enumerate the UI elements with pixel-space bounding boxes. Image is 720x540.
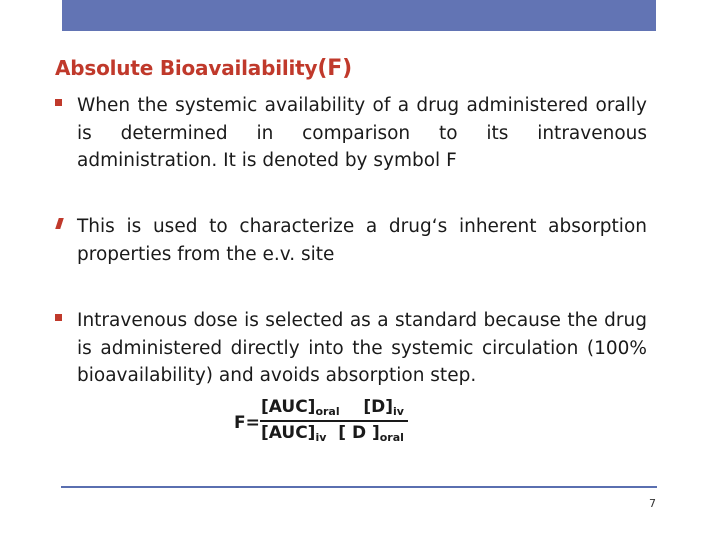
bullet-item	[55, 307, 647, 390]
numerator-dose: [D]	[363, 397, 393, 417]
header-bar	[62, 0, 656, 31]
bullet-text: This is used to characterize a drug‘s inherent absorption properties from the e.v. site	[77, 216, 647, 265]
footer-rule	[61, 486, 657, 488]
numerator-auc: [AUC]	[261, 397, 316, 417]
numerator-auc-subscript: oral	[315, 405, 340, 418]
denominator-auc: [AUC]	[261, 423, 316, 443]
page-number: 7	[649, 497, 656, 510]
square-bullet-icon	[55, 218, 64, 229]
formula-numerator	[261, 397, 404, 418]
denominator-auc-subscript: iv	[315, 431, 327, 444]
bullet-text: When the systemic availability of a drug administered orally is determined in comparison to its intravenous administration. It is denoted by symbol F	[77, 95, 647, 171]
fraction-bar	[260, 420, 408, 422]
formula-denominator	[261, 423, 404, 444]
square-bullet-icon	[55, 99, 62, 106]
bullet-text: Intravenous dose is selected as a standard because the drug is administered directly into the systemic circulation (100% bioavailability) and avoids absorption step.	[77, 310, 647, 386]
bullet-item	[55, 213, 647, 268]
formula-lhs: F=	[234, 413, 260, 433]
denominator-dose: [ D ]	[338, 423, 380, 443]
slide-title	[55, 56, 352, 81]
bullet-item	[55, 92, 647, 175]
slide-title-symbol: (F)	[317, 56, 352, 81]
slide-title-text: Absolute Bioavailability	[55, 56, 318, 80]
numerator-dose-subscript: iv	[392, 405, 404, 418]
denominator-dose-subscript: oral	[379, 431, 404, 444]
square-bullet-icon	[55, 314, 62, 321]
bioavailability-formula	[234, 396, 434, 456]
